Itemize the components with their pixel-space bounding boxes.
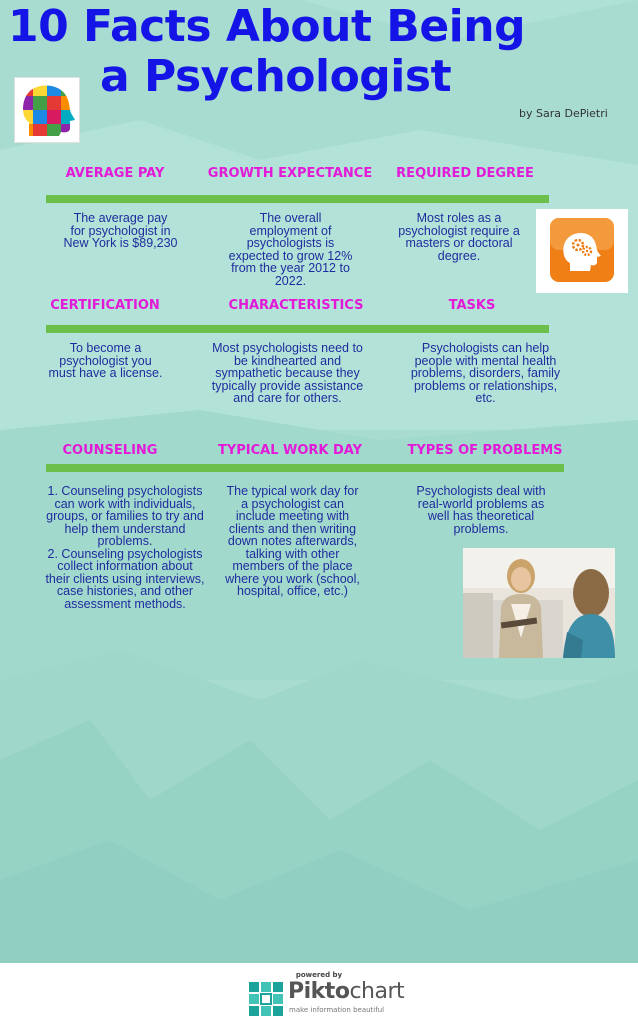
text-line: must have a license. <box>48 366 163 380</box>
text-line: from the year 2012 to <box>231 261 350 275</box>
divider-bar-1 <box>46 195 549 203</box>
divider-bar-2 <box>46 325 549 333</box>
header-typical-work-day: TYPICAL WORK DAY <box>217 443 363 458</box>
text-average-pay <box>48 212 193 250</box>
text-line: members of the place <box>232 559 353 573</box>
text-line: psychologist require a <box>398 223 520 238</box>
header-characteristics: CHARACTERISTICS <box>228 298 364 313</box>
text-line: well has theoretical <box>427 509 535 523</box>
piktochart-brand <box>288 979 404 1004</box>
brand-part-a: Pikto <box>288 979 350 1004</box>
text-growth-expectance <box>218 212 363 287</box>
text-line: clients and then writing <box>228 521 357 536</box>
divider-bar-3 <box>46 464 564 472</box>
text-line: expected to grow 12% <box>228 248 353 263</box>
text-required-degree <box>388 212 530 262</box>
text-tasks <box>398 342 573 405</box>
text-line: The overall <box>259 211 322 225</box>
text-line: problems or relationships, <box>413 378 558 393</box>
text-line: Psychologists can help <box>421 341 550 355</box>
text-line: problems. <box>453 521 509 536</box>
text-types-of-problems <box>400 485 562 535</box>
header-growth-expectance: GROWTH EXPECTANCE <box>207 166 373 181</box>
text-line: talking with other <box>245 546 340 561</box>
text-line: Most psychologists need to <box>212 341 363 355</box>
header-required-degree: REQUIRED DEGREE <box>396 166 534 181</box>
text-line: Most roles as a <box>416 211 502 225</box>
text-line: where you work (school, <box>225 571 360 586</box>
text-line: Psychologists deal with <box>416 484 546 498</box>
text-line: The typical work day for <box>226 484 359 498</box>
text-line: help them understand <box>64 521 186 536</box>
text-line: groups, or families to try and <box>46 509 204 523</box>
text-line: case histories, and other <box>56 584 194 598</box>
piktochart-tagline: make information beautiful <box>289 1006 385 1014</box>
header-counseling: COUNSELING <box>62 443 158 458</box>
text-line: their clients using interviews, <box>45 571 205 586</box>
author-credit: by Sara DePietri <box>519 107 608 120</box>
text-line: 1. Counseling psychologists <box>47 484 203 498</box>
title-line-1: 10 Facts About Being <box>8 1 526 52</box>
text-line: hospital, office, etc.) <box>237 584 348 598</box>
text-line: To become a <box>69 341 142 355</box>
text-line: down notes afterwards, <box>227 534 358 548</box>
text-line: New York is $89,230 <box>63 236 178 250</box>
text-line: typically provide assistance <box>211 378 364 393</box>
text-line: psychologist you <box>59 353 152 368</box>
brand-part-b: chart <box>349 979 405 1004</box>
text-line: employment of <box>249 223 332 238</box>
text-line: include meeting with <box>235 509 350 523</box>
header-certification: CERTIFICATION <box>50 298 160 313</box>
text-line: 2. Counseling psychologists <box>47 546 203 561</box>
text-line: problems. <box>97 534 153 548</box>
text-line: a psychologist can <box>241 496 344 511</box>
header-average-pay: AVERAGE PAY <box>65 166 165 181</box>
footer <box>0 963 638 1024</box>
text-line: 2022. <box>274 273 307 288</box>
text-line: and care for others. <box>233 391 342 405</box>
title-line-2: a Psychologist <box>100 51 452 102</box>
text-line: sympathetic because they <box>215 366 360 380</box>
text-line: can work with individuals, <box>54 496 196 511</box>
puzzle-head-icon <box>14 77 80 143</box>
piktochart-logo-icon <box>249 982 283 1016</box>
text-certification <box>33 342 178 380</box>
header-tasks: TASKS <box>448 298 496 313</box>
text-line: problems, disorders, family <box>410 366 561 380</box>
therapy-session-photo <box>463 548 615 658</box>
text-characteristics <box>195 342 380 405</box>
text-line: real-world problems as <box>417 496 545 511</box>
text-line: degree. <box>437 248 481 263</box>
text-typical-work-day <box>210 485 375 598</box>
text-counseling <box>30 485 220 610</box>
text-line: for psychologist in <box>70 223 171 238</box>
text-line: be kindhearted and <box>233 353 342 368</box>
text-line: masters or doctoral <box>405 236 513 250</box>
text-line: The average pay <box>73 211 168 225</box>
gear-head-icon <box>536 209 628 293</box>
text-line: etc. <box>475 391 496 405</box>
text-line: people with mental health <box>414 353 557 368</box>
text-line: psychologists is <box>246 236 335 250</box>
text-line: assessment methods. <box>64 596 186 611</box>
text-line: collect information about <box>57 559 193 573</box>
powered-by-label: powered by <box>295 971 343 979</box>
header-types-of-problems: TYPES OF PROBLEMS <box>407 443 563 458</box>
